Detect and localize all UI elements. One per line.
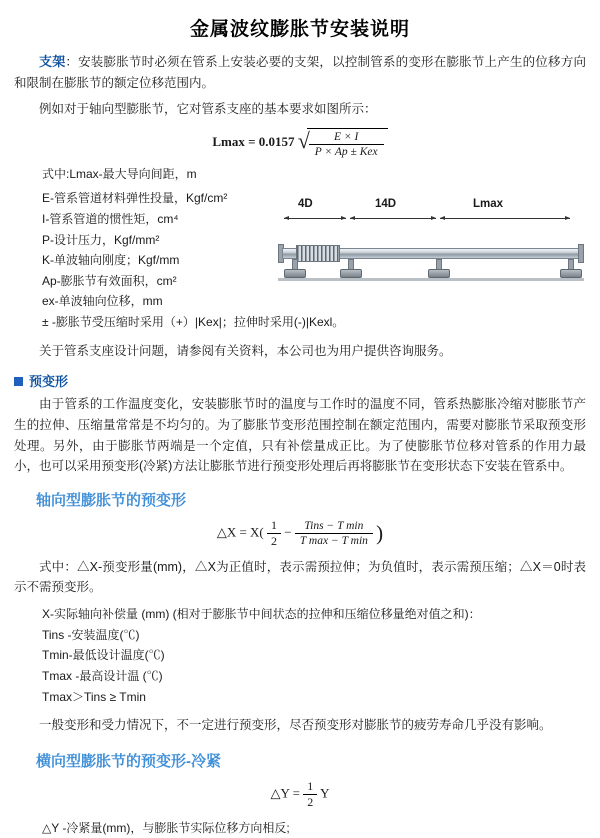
legend-item: ex-单波轴向位移，mm [42,294,163,309]
dimension-arrow-4d-icon [284,218,346,219]
legend-note-paragraph: 关于管系支座设计问题，请参阅有关资料，本公司也为用户提供咨询服务。 [39,343,452,358]
formula-axial-half [267,518,281,549]
legend-item: Tmax＞Tins ≥ Tmin [42,689,146,704]
section-predeform-heading-row [14,371,586,390]
formula-axial-temp-fraction [295,520,373,547]
dimension-arrow-lmax-icon [440,218,570,219]
subsection-axial-paragraph: 式中：△X-预变形量(mm)，△X为正值时，表示需预拉伸；为负值时，表示需预压缩；△X＝0时表示不需预变形。 [14,559,586,595]
document-page [0,14,600,835]
figure-label-lmax: Lmax [473,198,504,210]
formula-axial-half-num: 1 [267,518,281,534]
legend-item: ± -膨胀节受压缩时采用（+）|Kex|；拉伸时采用(-)|Kexl。 [42,315,345,330]
formula-lmax [14,128,586,158]
figure-dimension-arrows [278,214,588,224]
ground-line-icon [278,278,584,281]
document-content [0,51,600,838]
page-title: 金属波纹膨胀节安装说明 [189,19,410,40]
formula-lateral-expression [271,779,330,810]
formula-lmax-denominator: P × Ap ± Kex [314,145,378,158]
section-bracket-body-1: 安装膨胀节时必须在管系上安装必要的支架，以控制管系的变形在膨胀节上产生的位移方向和限制在膨胀节的额定位移范围内。 [14,55,586,90]
section-bracket-paragraph-1: 支架：安装膨胀节时必须在管系上安装必要的支架，以控制管系的变形在膨胀节上产生的位移方向和限制在膨胀节的额定位移范围内。 [14,54,586,90]
figure-axial-support-diagram [278,198,588,290]
section-bracket-heading: 支架 [39,54,66,69]
formula-lateral-rhs: Y [320,785,330,801]
formula-axial-lhs: △X = X( [216,524,264,540]
figure-label-14d: 14D [375,198,397,210]
legend-item: I-管系管道的惯性矩，cm⁴ [42,211,179,226]
formula-axial [14,518,586,549]
legend-item: E-管系管道材料弹性投量，Kgf/cm² [42,191,228,206]
legend-item: Tmin-最低设计温度(℃) [42,648,165,663]
formula-lateral-lhs: △Y = [270,785,301,801]
section-predeform-heading: 预变形 [29,374,69,390]
blue-square-bullet-icon [14,377,23,386]
section-predeform-paragraph: 由于管系的工作温度变化，安装膨胀节时的温度与工作时的温度不同，管系热膨胀冷缩对膨胀节产生的拉伸、压缩量常常是不均匀的。为了膨胀节变形范围控制在额定范围内，需要对膨胀节采取预变形处理。另外，由于膨胀节两端是一个定值，只有补偿量成正比。为了使膨胀节位移对管系的作用力最小，也可以采用预变形(冷紧)方法让膨胀节进行预变形处理后再将膨胀节在变形状态下安装在管系中。 [14,397,586,474]
figure-label-4d: 4D [298,198,313,210]
sqrt-icon [298,128,388,158]
formula-axial-temp-num: Tins − T min [295,520,373,534]
legend-item: Tmax -最高设计温 (℃) [42,668,163,683]
figure-pipe-assembly [278,226,588,290]
formula-axial-half-den: 2 [271,533,278,548]
formula-axial-rhs: ) [376,520,384,545]
legend-item: K-单波轴向刚度；Kgf/mm [42,253,180,268]
subsection-lateral-heading: 横向型膨胀节的预变形-冷紧 [36,752,221,770]
formula-lmax-numerator: √ E × I [309,131,384,145]
formula-lmax-lhs: Lmax = 0.0157 [212,133,295,149]
dimension-arrow-14d-icon [350,218,436,219]
pipe-support-icon [428,259,450,279]
formula-lateral [14,779,586,810]
formula-axial-temp-den: T max − T min [299,534,368,547]
figure-labels [278,198,588,214]
formula-lmax-fraction [309,131,384,158]
section-bracket-paragraph-2: 例如对于轴向型膨胀节，它对管系支座的基本要求如图所示： [39,102,377,117]
formula-lateral-half [303,779,317,810]
subsection-lateral-paragraph: △Y -冷紧量(mm)，与膨胀节实际位移方向相反; [42,820,290,835]
pipe-support-icon [284,259,306,279]
legend-lead: 式中:Lmax-最大导向间距，m [42,166,197,181]
formula-lateral-half-num: 1 [303,779,317,795]
axial-note-paragraph: 一般变形和受力情况下，不一定进行预变形，尽否预变形对膨胀节的疲劳寿命几乎没有影响。 [39,718,552,733]
legend-item: P-设计压力，Kgf/mm² [42,232,160,247]
formula-axial-minus: − [284,524,292,540]
legend-item: X-实际轴向补偿量 (mm) (相对于膨胀节中间状态的拉伸和压缩位移量绝对值之和)： [42,607,481,622]
legend-item: Ap-膨胀节有效面积，cm² [42,273,177,288]
formula-lmax-expression [212,128,387,158]
pipe-support-icon [340,259,362,279]
axial-legend-list [14,604,586,707]
pipe-support-icon [560,259,582,279]
subsection-axial-heading: 轴向型膨胀节的预变形 [36,491,187,509]
formula-axial-expression [217,518,383,549]
legend-item: Tins -安装温度(℃) [42,627,140,642]
formula-lateral-half-den: 2 [307,794,314,809]
